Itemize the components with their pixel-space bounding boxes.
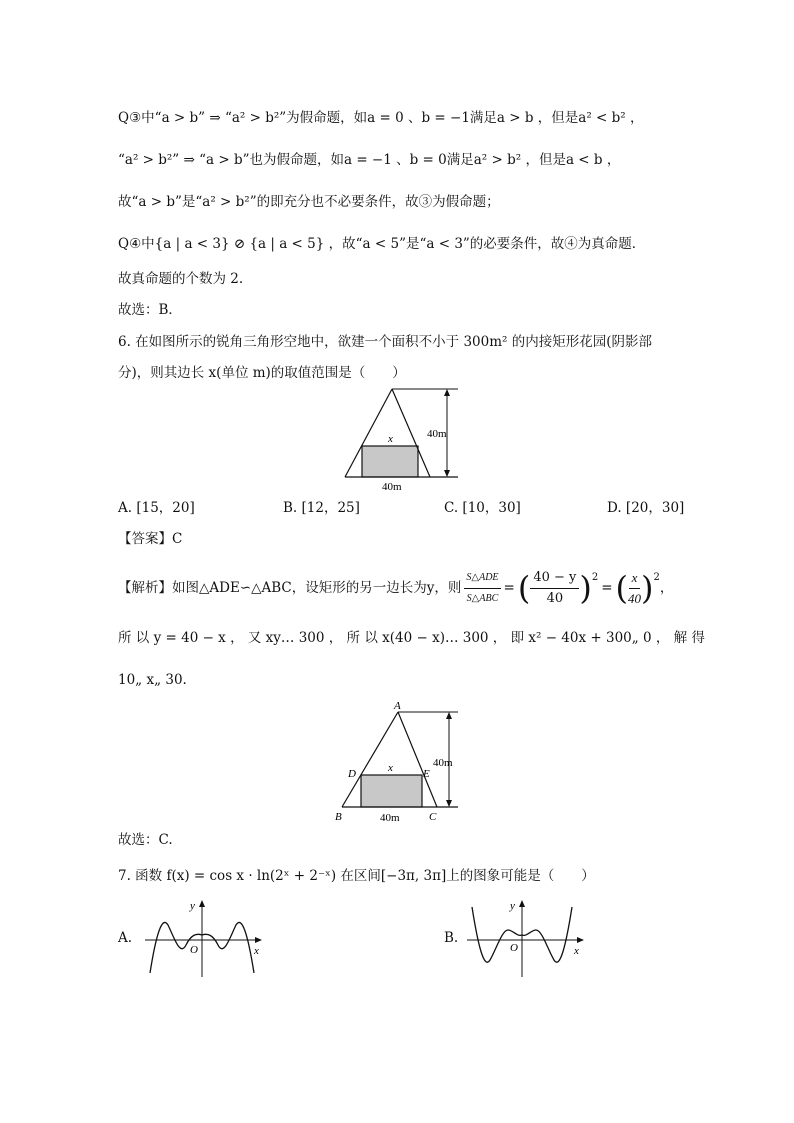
analysis-prefix: 【解析】如图△ADE∽△ABC，设矩形的另一边长为y，则 — [118, 580, 462, 596]
fraction-mid-den: 40 — [546, 590, 564, 606]
fraction-mid-num: 40 − y — [530, 568, 579, 589]
graph-a-y: y — [190, 900, 195, 912]
graph-a — [140, 895, 270, 980]
question-6-line-2: 分)，则其边长 x(单位 m)的取值范围是（ ） — [118, 365, 406, 381]
graph-b-y: y — [510, 900, 515, 912]
graph-a-label: A. — [118, 930, 133, 946]
analysis-line-3: 10„ x„ 30. — [118, 672, 187, 688]
figure2-height-label: 40m — [433, 757, 453, 769]
fraction-mid — [530, 568, 579, 609]
option-a: A. [15，20] — [118, 500, 195, 516]
graph-a-o: O — [190, 944, 198, 956]
vertex-b: B — [335, 811, 342, 823]
solution-line-3b: “a² > b²” ⇒ “a > b”也为假命题，如a = −1 、b = 0满足a² > b² ，但是a < b ， — [118, 152, 621, 168]
option-b: B. [12，25] — [283, 500, 360, 516]
fraction-right — [628, 568, 641, 609]
choose-b-line: 故选：B． — [118, 302, 182, 318]
fraction-right-den: 40 — [628, 590, 642, 606]
exp-2: 2 — [653, 572, 660, 583]
fraction-right-num: x — [629, 568, 641, 589]
graph-b-label: B. — [444, 930, 459, 946]
graph-a-x: x — [254, 945, 259, 957]
choose-c-line: 故选：C. — [118, 832, 173, 848]
question-6-line-1: 6. 在如图所示的锐角三角形空地中，欲建一个面积不小于 300m² 的内接矩形花园(阴影部 — [118, 334, 653, 350]
graph-b — [462, 895, 592, 980]
vertex-d: D — [348, 768, 356, 780]
figure2-x-label: x — [388, 762, 393, 774]
graph-b-x: x — [574, 945, 579, 957]
solution-conclusion-3: 故“a > b”是“a² > b²”的即充分也不必要条件，故③为假命题； — [118, 194, 500, 210]
vertex-e: E — [423, 768, 430, 780]
figure1-height-label: 40m — [427, 428, 447, 440]
vertex-a: A — [394, 700, 401, 712]
solution-line-4: Q④中{a | a < 3} ⊘ {a | a < 5} ，故“a < 5”是“a < 3”的必要条件，故④为真命题． — [118, 236, 646, 252]
question-7-line: 7. 函数 f(x) = cos x · ln(2ˣ + 2⁻ˣ) 在区间[−3π, 3π]上的图象可能是（ ） — [118, 868, 595, 884]
answer-line: 【答案】C — [118, 531, 183, 547]
true-count-line: 故真命题的个数为 2. — [118, 271, 244, 287]
graph-b-o: O — [510, 942, 518, 954]
figure1-base-label: 40m — [382, 481, 402, 493]
option-c: C. [10，30] — [444, 500, 521, 516]
garden-rectangle-2 — [361, 775, 422, 807]
figure1-x-label: x — [388, 433, 393, 445]
fraction-areas — [464, 568, 500, 609]
fraction-areas-num: S△ADE — [464, 568, 500, 589]
figure-triangle-1 — [335, 385, 475, 495]
garden-rectangle — [362, 446, 418, 477]
figure-triangle-2 — [330, 698, 475, 826]
analysis-line-1: 【解析】如图△ADE∽△ABC，设矩形的另一边长为y，则 S△ADE S△ABC = ( $\frac{40 - y}{40}$ ) $^2$ = ( $\frac{x}{40}$ ) $^2$ ， — [118, 569, 674, 607]
figure2-base-label: 40m — [380, 812, 400, 824]
vertex-c: C — [429, 811, 437, 823]
exp-1: 2 — [591, 572, 599, 583]
option-d: D. [20，30] — [607, 500, 685, 516]
solution-line-3: Q③中“a > b” ⇒ “a² > b²”为假命题，如a = 0 、b = −1满足a > b ，但是a² < b² ， — [118, 110, 644, 126]
fraction-areas-den: S△ABC — [466, 592, 499, 604]
analysis-line-2: 所 以 y = 40 − x ， 又 xy… 300 ， 所 以 x(40 − x)… 300 ， 即 x² − 40x + 300„ 0 ， 解 得 — [118, 630, 706, 646]
